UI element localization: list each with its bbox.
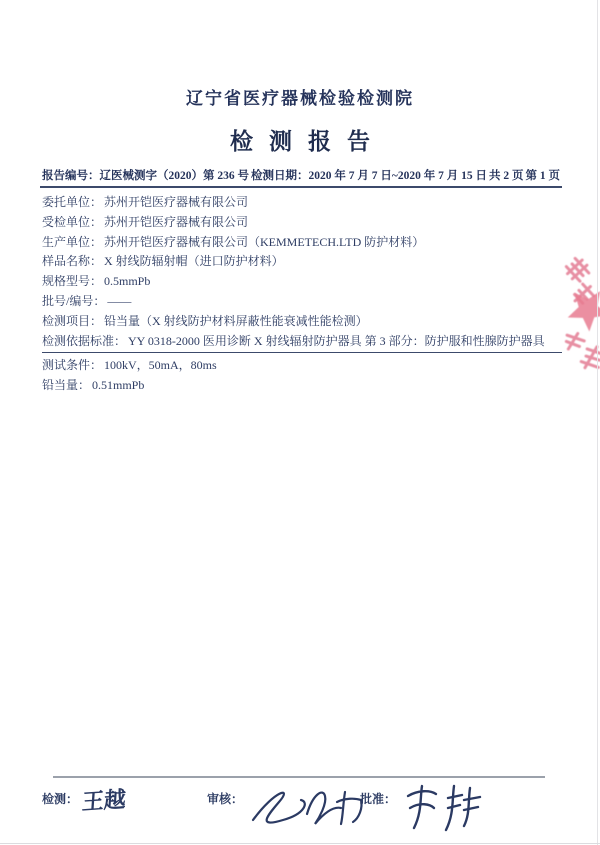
field-sample-name: 样品名称： X 射线防辐射帽（进口防护材料） <box>42 254 284 269</box>
field-lead-equivalent-result: 铅当量： 0.51mmPb <box>42 378 145 393</box>
scan-edge-bottom <box>0 843 600 844</box>
test-signature: 王越 <box>81 786 127 815</box>
field-test-item: 检测项目： 铅当量（X 射线防护材料屏蔽性能衰减性能检测） <box>42 313 368 328</box>
institute-name: 辽宁省医疗器械检验检测院 <box>186 89 414 108</box>
review-label: 审核： <box>207 792 244 806</box>
field-inspected-unit: 受检单位： 苏州开铠医疗器械有限公司 <box>42 214 249 229</box>
section-divider <box>42 352 562 353</box>
scan-edge-right <box>597 0 598 845</box>
signature-test <box>42 786 127 815</box>
report-number: 报告编号：辽医械测字（2020）第 236 号 <box>42 170 249 182</box>
field-client: 委托单位： 苏州开铠医疗器械有限公司 <box>42 195 249 209</box>
approve-label: 批准： <box>360 792 397 806</box>
current-page: 第 1 页 <box>525 170 560 182</box>
signature-divider <box>53 776 545 778</box>
test-date-range: 检测日期：2020 年 7 月 7 日~2020 年 7 月 15 日 <box>251 170 487 182</box>
signature-row <box>0 782 600 842</box>
field-test-conditions: 测试条件： 100kV，50mA，80ms <box>42 358 217 373</box>
field-manufacturer: 生产单位： 苏州开铠医疗器械有限公司（KEMMETECH.LTD 防护材料） <box>42 234 425 249</box>
report-fields <box>42 193 560 396</box>
field-test-standard: 检测依据标准： YY 0318-2000 医用诊断 X 射线辐射防护器具 第 3 部分：防护服和性腺防护器具 <box>42 333 545 348</box>
official-seal-stamp <box>550 250 600 370</box>
field-spec-model: 规格型号： 0.5mmPb <box>42 274 151 289</box>
signature-review <box>207 790 374 832</box>
total-pages: 共 2 页 <box>488 170 524 182</box>
field-batch-number: 批号/编号： —— <box>42 293 132 308</box>
report-meta-row <box>42 167 560 183</box>
review-signature-scribble <box>249 780 374 832</box>
approve-signature-scribble <box>402 780 492 834</box>
report-title: 检测报告 <box>230 129 386 154</box>
test-label: 检测： <box>42 792 79 806</box>
header-divider <box>40 186 562 188</box>
signature-approve <box>360 790 492 834</box>
